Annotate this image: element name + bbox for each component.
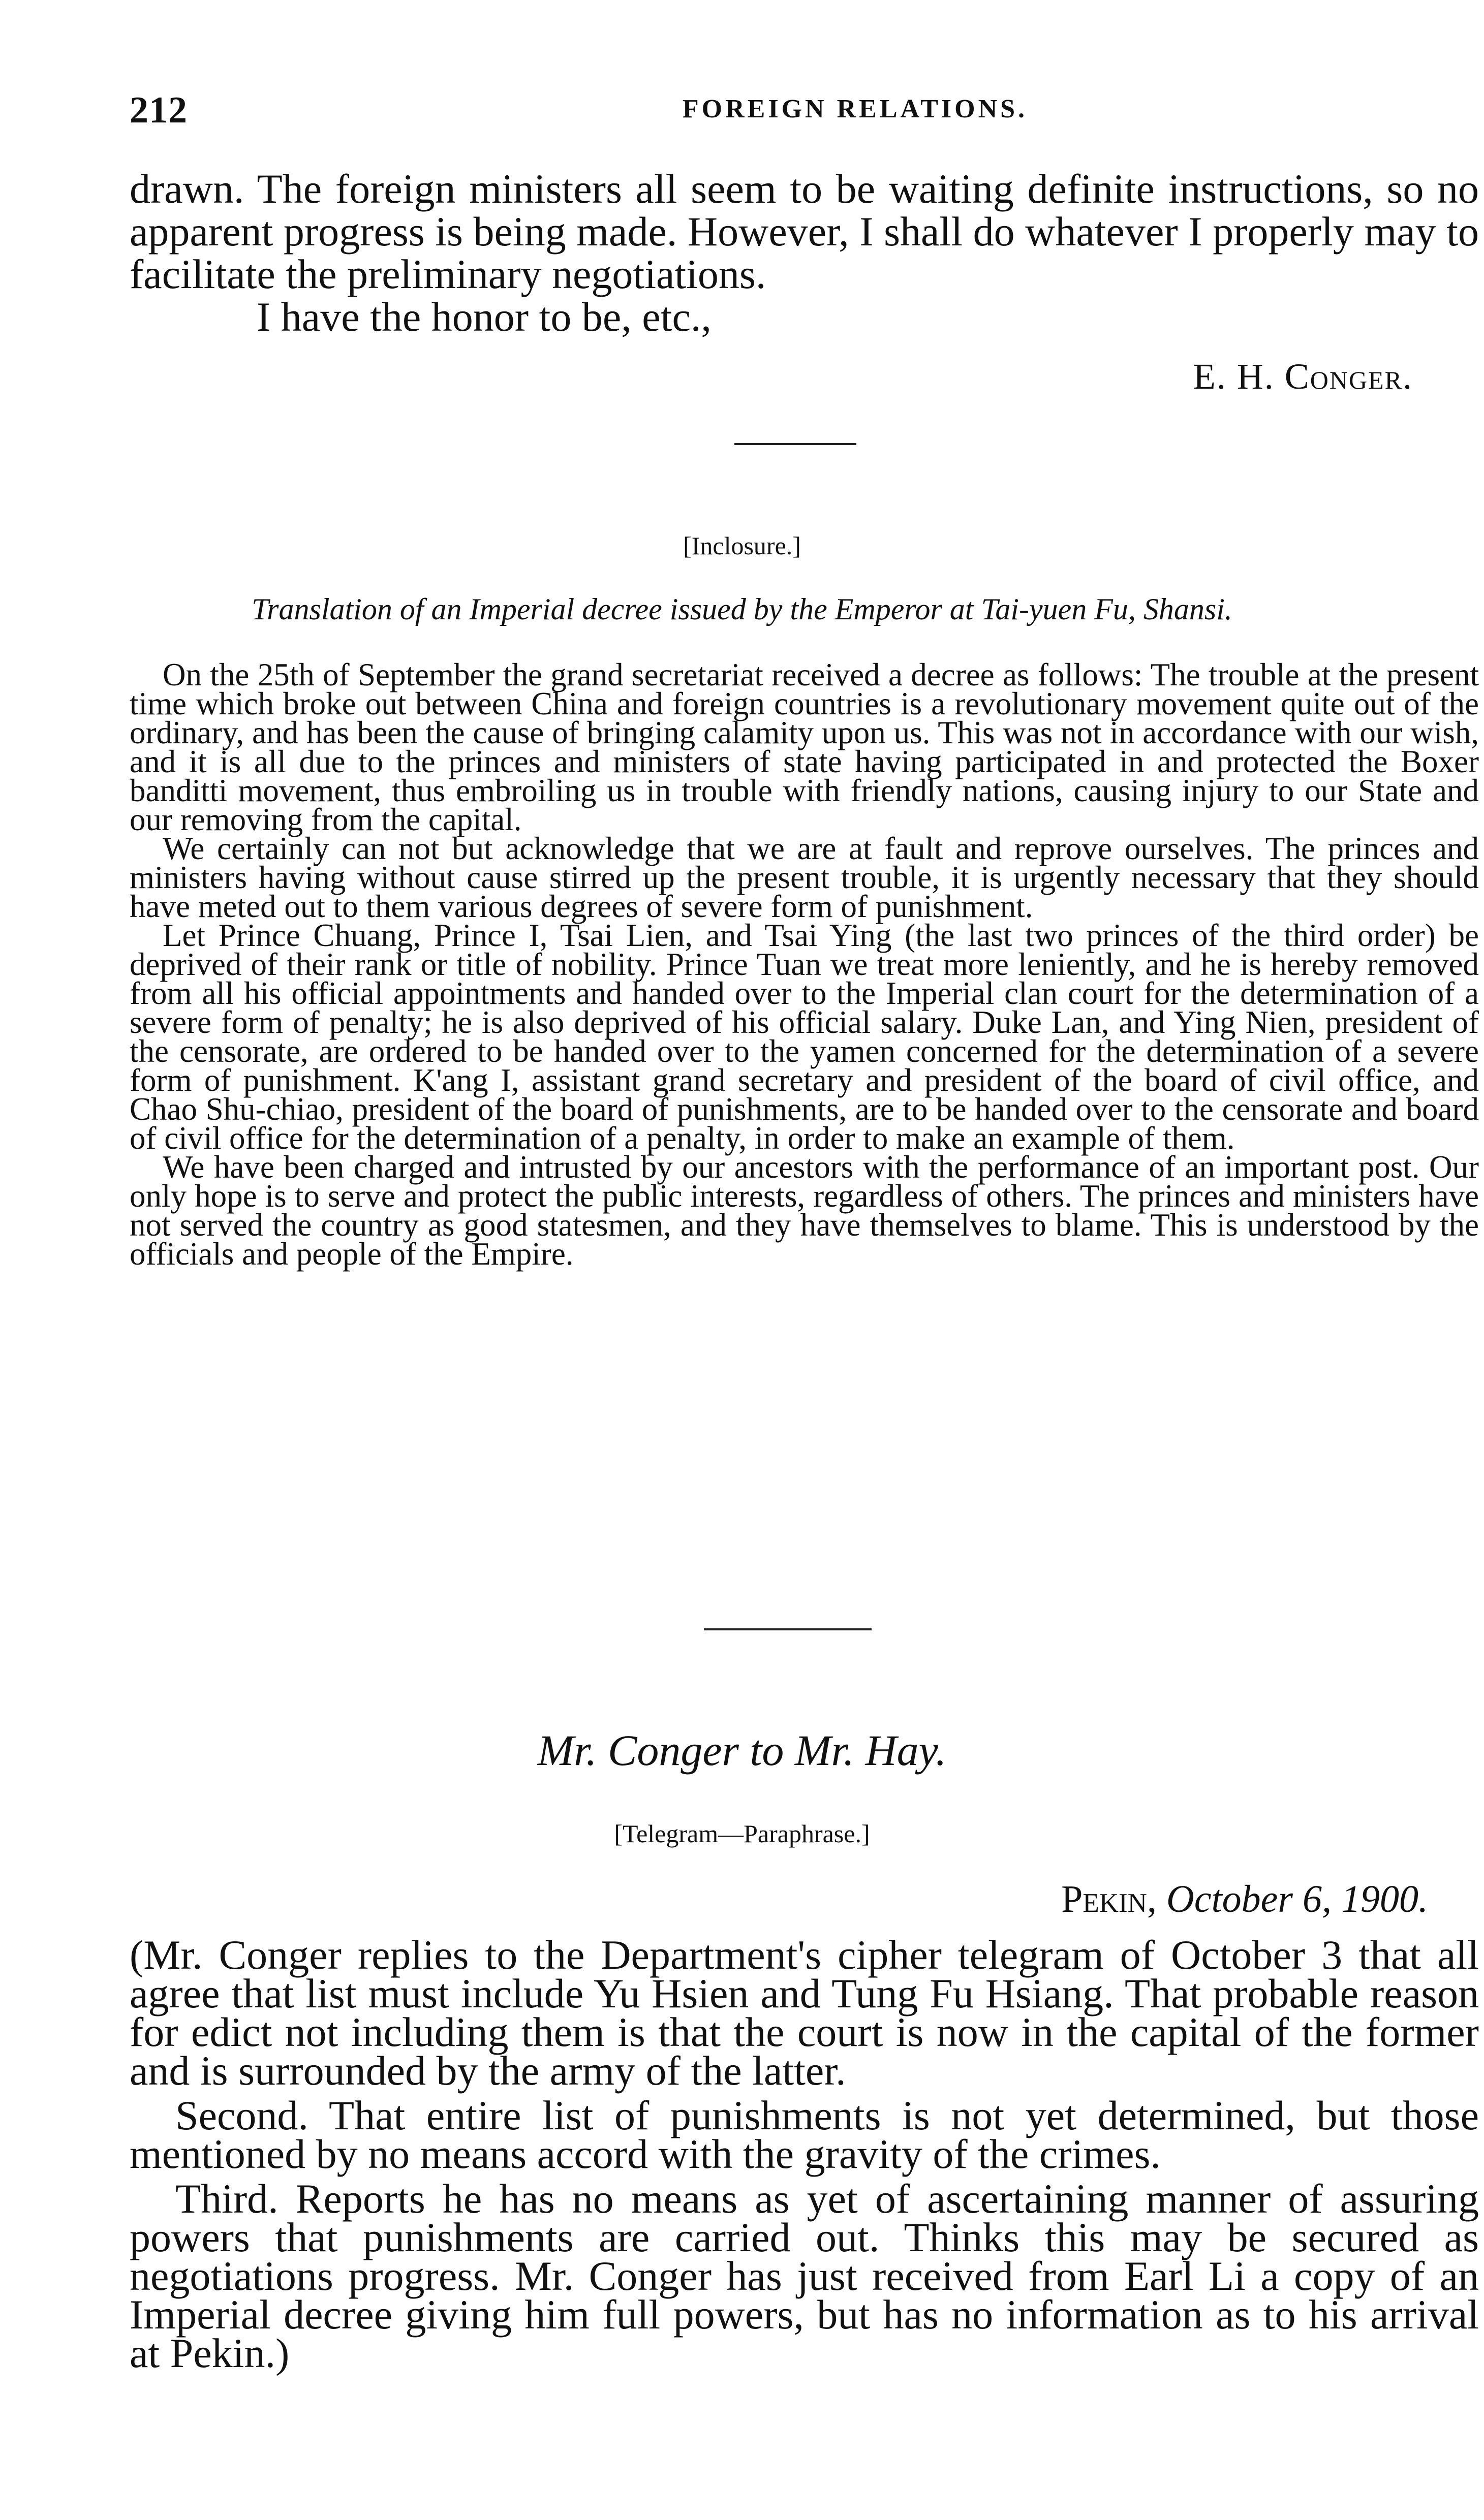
letter-final-paragraph: drawn. The foreign ministers all seem to be waiting definite instructions, so no apparent progress is being made. However, I shall do whatever I properly may to facilitate the preliminary negotiations. bbox=[130, 166, 1479, 297]
page-number: 212 bbox=[130, 89, 188, 131]
inclosure-label: [Inclosure.] bbox=[683, 531, 801, 560]
inclosure-text bbox=[130, 657, 1479, 1272]
dateline-place: Pekin, bbox=[1061, 1878, 1157, 1920]
telegram-paragraph: Second. That entire list of punishments is not yet determined, but those mentioned by no means accord with the gravity of the crimes. bbox=[130, 2092, 1479, 2177]
telegram-paragraph: (Mr. Conger replies to the Department's cipher telegram of October 3 that all agree that list must include Yu Hsien and Tung Fu Hsiang. That probable reason for edict not including them is that the court is now in the capital of the former and is surrounded by the army of the latter. bbox=[130, 1932, 1479, 2094]
dateline-date: October 6, 1900. bbox=[1166, 1878, 1428, 1920]
page-header bbox=[130, 89, 1479, 135]
letter-ending bbox=[130, 168, 1479, 338]
decree-paragraph: We certainly can not but acknowledge that we are at fault and reprove ourselves. The princes and ministers having without cause stirred up the present trouble, it is urgently necessary that they should have meted out to them various degrees of severe form of punishment. bbox=[130, 831, 1479, 924]
telegram-text bbox=[130, 1932, 1479, 2379]
running-head: FOREIGN RELATIONS. bbox=[682, 94, 1028, 123]
decree-paragraph: On the 25th of September the grand secretariat received a decree as follows: The trouble at the present time which broke out between China and foreign countries is a revolutionary movement quite out of the ordinary, and has been the cause of bringing calamity upon us. This was not in accordance with our wish, and it is all due to the princes and ministers of state having participated in and protected the Boxer banditti movement, thus embroiling us in trouble with friendly nations, causing injury to our State and our removing from the capital. bbox=[130, 657, 1479, 837]
inclosure-caption: Translation of an Imperial decree issued by the Emperor at Tai-yuen Fu, Shansi. bbox=[252, 592, 1232, 626]
decree-paragraph: Let Prince Chuang, Prince I, Tsai Lien, and Tsai Ying (the last two princes of the third order) be deprived of their rank or title of nobility. Prince Tuan we treat more leniently, and he is hereby removed from all his official appointments and handed over to the Imperial clan court for the determination of a severe form of penalty; he is also deprived of his official salary. Duke Lan, and Ying Nien, president of the censorate, are ordered to be handed over to the yamen concerned for the determination of a severe form of punishment. K'ang I, assistant grand secretary and president of the board of civil office, and Chao Shu-chiao, president of the board of punishments, are to be handed over to the censorate and board of civil office for the determination of a penalty, in order to make an example of them. bbox=[130, 918, 1479, 1156]
telegram-title: Mr. Conger to Mr. Hay. bbox=[537, 1726, 947, 1775]
letter-closing: I have the honor to be, etc., bbox=[257, 294, 712, 340]
letter-signature: E. H. Conger. bbox=[1193, 356, 1413, 397]
section-divider bbox=[734, 443, 856, 445]
dateline bbox=[1061, 1877, 1428, 1922]
section-divider bbox=[704, 1628, 872, 1630]
decree-paragraph: We have been charged and intrusted by our ancestors with the performance of an important post. Our only hope is to serve and protect the public interests, regardless of others. The princes and ministers have not served the country as good statesmen, and they have themselves to blame. This is understood by the officials and people of the Empire. bbox=[130, 1149, 1479, 1272]
telegram-subtitle: [Telegram—Paraphrase.] bbox=[614, 1819, 870, 1848]
telegram-paragraph: Third. Reports he has no means as yet of ascertaining manner of assuring powers that punishments are carried out. Thinks this may be secured as negotiations progress. Mr. Conger has just received from Earl Li a copy of an Imperial decree giving him full powers, but has no information as to his arrival at Pekin.) bbox=[130, 2176, 1479, 2376]
